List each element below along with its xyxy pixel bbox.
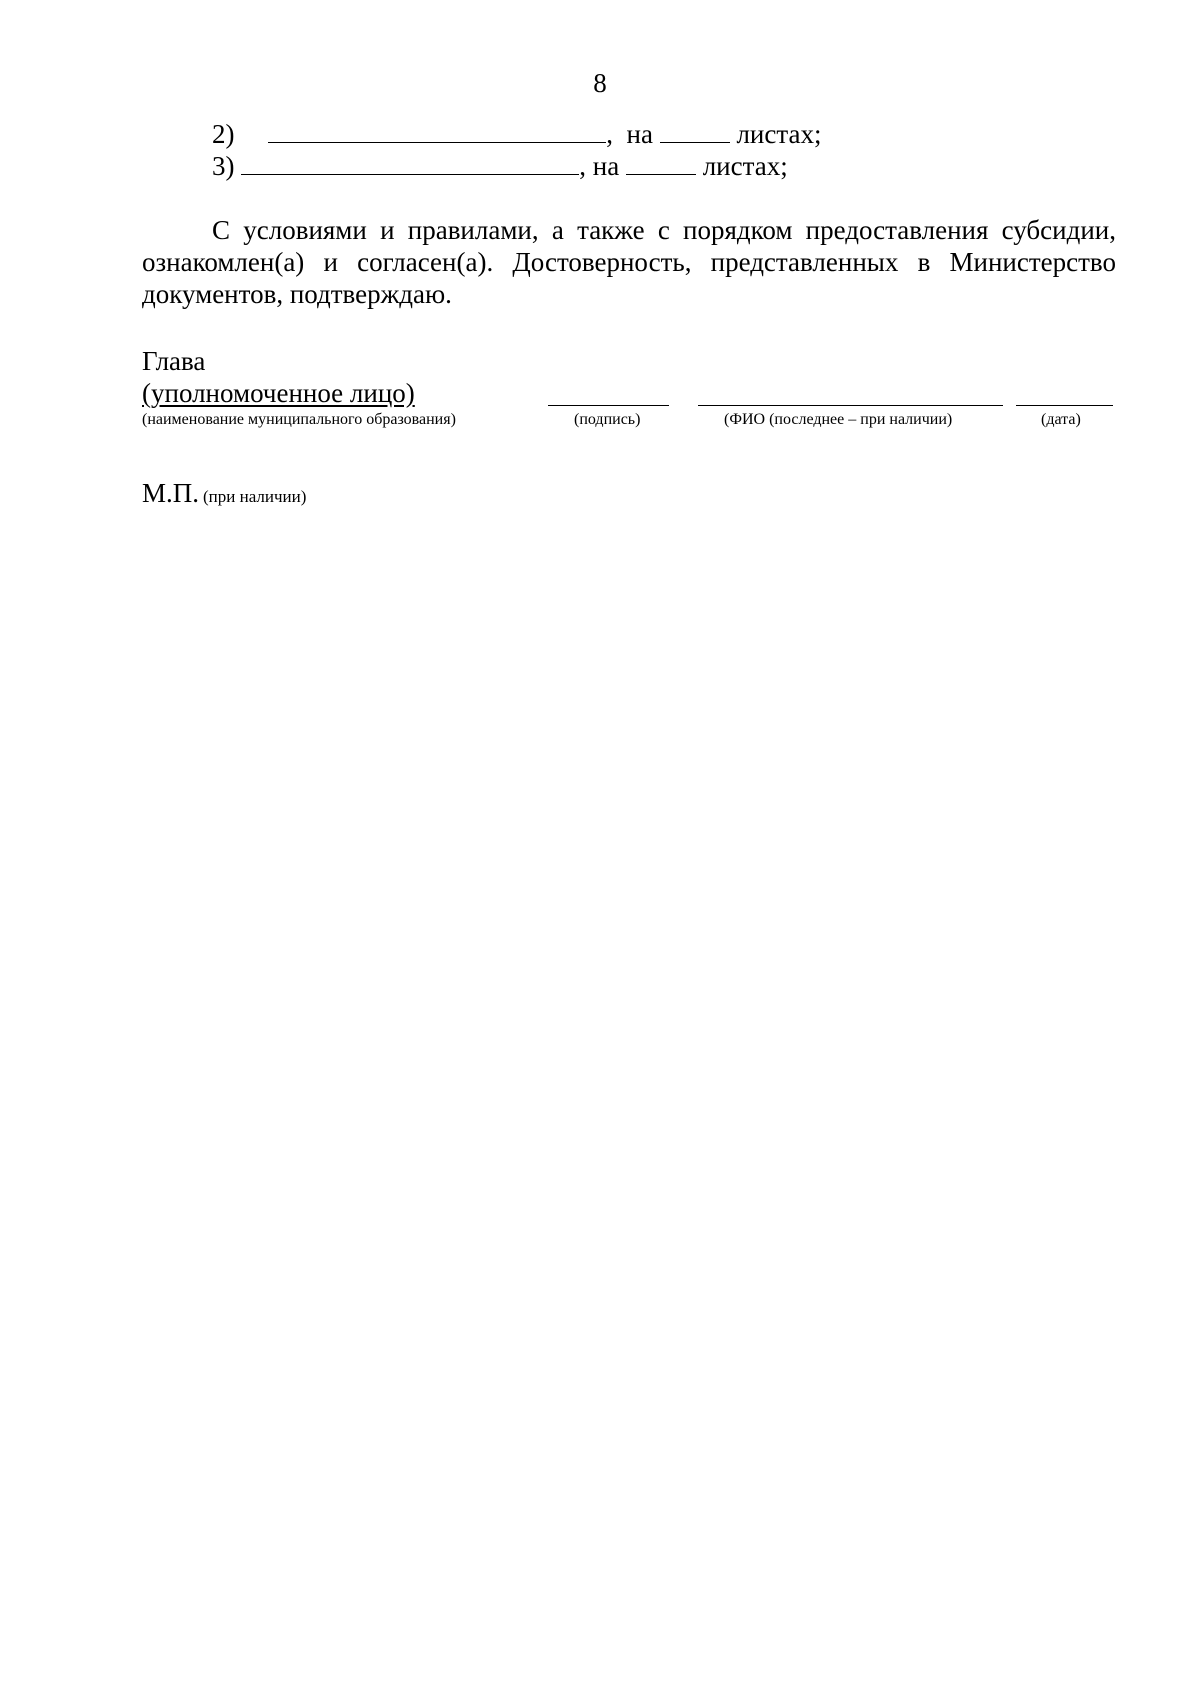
title-blank (268, 120, 606, 143)
date-line (1016, 405, 1113, 406)
consent-paragraph: С условиями и правилами, а также с порядком предоставления субсидии, ознакомлен(а) и согласен(а). Достоверность, представленных в Министерство документов, подтверждаю. (142, 215, 1116, 309)
sheets-blank (626, 152, 696, 175)
list-item-separator: , на (579, 151, 620, 181)
title-blank (241, 152, 579, 175)
list-item-3 (212, 152, 788, 180)
list-item-number: 3) (212, 151, 235, 181)
stamp-label: М.П. (142, 478, 200, 508)
sheets-blank (660, 120, 730, 143)
caption-date: (дата) (1041, 411, 1081, 428)
list-item-tail: листах; (702, 151, 788, 181)
signature-head: Глава (142, 346, 206, 376)
caption-sign: (подпись) (574, 411, 641, 428)
list-item-2 (212, 120, 821, 148)
caption-fio: (ФИО (последнее – при наличии) (724, 411, 953, 428)
fio-line (698, 405, 1003, 406)
list-item-tail: листах; (736, 119, 822, 149)
stamp-placeholder (142, 480, 306, 507)
list-item-number: 2) (212, 119, 235, 149)
page-number: 8 (593, 68, 607, 98)
signature-line (548, 405, 669, 406)
signature-authorized: (уполномоченное лицо) (142, 378, 415, 408)
list-item-separator: , на (606, 119, 653, 149)
stamp-note: (при наличии) (203, 487, 307, 506)
caption-municipality: (наименование муниципального образования) (142, 411, 456, 428)
